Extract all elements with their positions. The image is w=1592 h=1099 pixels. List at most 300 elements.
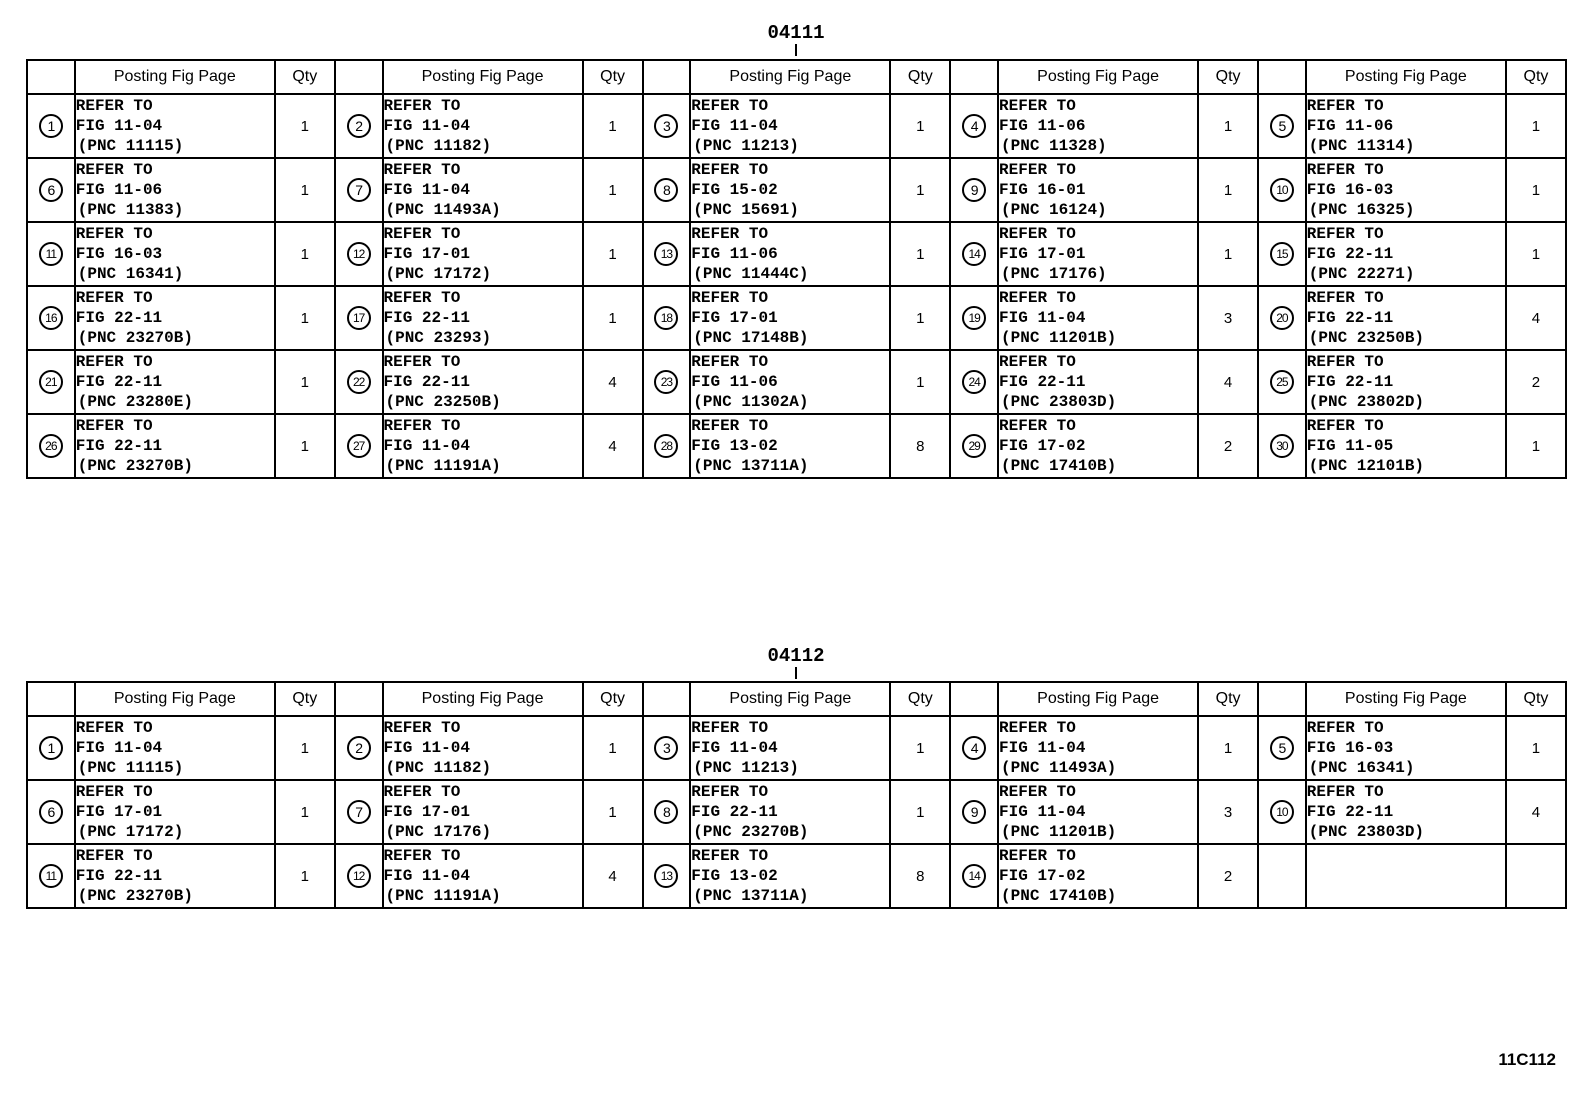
posting-cell	[75, 780, 275, 844]
item-number-badge: 15	[1270, 242, 1294, 266]
pnc-code: (PNC 11191A)	[385, 457, 501, 475]
fig-page: FIG 17-01	[999, 245, 1086, 263]
header-qty: Qty	[275, 60, 335, 94]
fig-page: FIG 17-02	[999, 437, 1086, 455]
item-number-badge: 14	[962, 864, 986, 888]
header-no	[335, 682, 383, 716]
qty-cell: 2	[1506, 350, 1566, 414]
header-posting: Posting Fig Page	[1306, 682, 1506, 716]
item-number-cell	[643, 94, 691, 158]
posting-cell	[75, 158, 275, 222]
fig-page: FIG 17-01	[383, 803, 470, 821]
item-number-cell	[1258, 158, 1306, 222]
qty-cell: 1	[890, 94, 950, 158]
item-number-badge: 12	[347, 242, 371, 266]
pnc-code: (PNC 13711A)	[693, 887, 809, 905]
posting-cell	[1306, 158, 1506, 222]
qty-cell: 1	[890, 716, 950, 780]
fig-page: FIG 22-11	[1306, 245, 1394, 263]
header-posting: Posting Fig Page	[383, 682, 583, 716]
qty-cell: 1	[890, 222, 950, 286]
posting-cell	[1306, 844, 1506, 908]
pnc-code: (PNC 23802D)	[1308, 393, 1425, 411]
item-number-cell	[1258, 844, 1306, 908]
qty-cell: 2	[1198, 414, 1258, 478]
item-number-cell	[27, 780, 75, 844]
fig-page: FIG 11-04	[383, 437, 470, 455]
fig-page: FIG 22-11	[75, 437, 163, 455]
item-number-badge: 4	[962, 114, 986, 138]
posting-cell	[75, 222, 275, 286]
qty-cell: 2	[1198, 844, 1258, 908]
pnc-code: (PNC 11201B)	[1001, 329, 1117, 347]
posting-cell	[75, 286, 275, 350]
header-posting: Posting Fig Page	[383, 60, 583, 94]
qty-cell: 1	[1506, 94, 1566, 158]
refer-to-text: REFER TO	[691, 161, 769, 179]
item-number-badge: 22	[347, 370, 371, 394]
parts-table	[26, 59, 1567, 479]
pnc-code: (PNC 11493A)	[1001, 759, 1117, 777]
refer-to-text: REFER TO	[1306, 719, 1384, 737]
item-number-cell	[27, 414, 75, 478]
fig-page: FIG 22-11	[75, 867, 163, 885]
item-number-badge: 12	[347, 864, 371, 888]
header-no	[335, 60, 383, 94]
posting-cell	[383, 414, 583, 478]
qty-cell: 4	[1506, 780, 1566, 844]
header-qty: Qty	[1506, 682, 1566, 716]
parts-table	[26, 681, 1567, 909]
pnc-code: (PNC 16325)	[1308, 201, 1415, 219]
refer-to-text: REFER TO	[383, 289, 461, 307]
posting-cell	[1306, 94, 1506, 158]
pnc-code: (PNC 11213)	[693, 759, 799, 777]
pnc-code: (PNC 17410B)	[1001, 887, 1117, 905]
refer-to-text: REFER TO	[691, 225, 769, 243]
pnc-code: (PNC 17172)	[77, 823, 184, 841]
item-number-cell	[643, 780, 691, 844]
refer-to-text: REFER TO	[691, 353, 769, 371]
posting-cell	[690, 844, 890, 908]
posting-cell	[998, 158, 1198, 222]
fig-page: FIG 16-01	[999, 181, 1086, 199]
refer-to-text: REFER TO	[999, 719, 1076, 737]
refer-to-text: REFER TO	[75, 417, 153, 435]
item-number-cell	[950, 716, 998, 780]
item-number-cell	[1258, 414, 1306, 478]
header-row	[27, 682, 1566, 716]
item-number-badge: 8	[654, 800, 678, 824]
pnc-code: (PNC 11201B)	[1001, 823, 1117, 841]
qty-cell: 1	[1506, 716, 1566, 780]
item-number-badge: 1	[39, 114, 63, 138]
posting-cell	[383, 844, 583, 908]
header-qty: Qty	[890, 682, 950, 716]
fig-page: FIG 11-04	[75, 117, 163, 135]
fig-page: FIG 13-02	[691, 867, 778, 885]
table-row	[27, 716, 1566, 780]
pnc-code: (PNC 23250B)	[385, 393, 501, 411]
qty-cell: 1	[275, 414, 335, 478]
qty-cell: 1	[275, 94, 335, 158]
posting-cell	[1306, 716, 1506, 780]
refer-to-text: REFER TO	[1306, 161, 1384, 179]
header-qty: Qty	[890, 60, 950, 94]
item-number-badge: 5	[1270, 736, 1294, 760]
qty-cell	[1506, 844, 1566, 908]
title-tick	[795, 667, 797, 679]
refer-to-text: REFER TO	[75, 719, 153, 737]
page-code: 11C112	[1498, 1050, 1556, 1069]
item-number-badge: 13	[654, 242, 678, 266]
refer-to-text: REFER TO	[691, 289, 769, 307]
posting-cell	[75, 94, 275, 158]
posting-cell	[690, 286, 890, 350]
posting-cell	[75, 716, 275, 780]
item-number-cell	[643, 222, 691, 286]
fig-page: FIG 11-04	[383, 739, 470, 757]
posting-cell	[998, 222, 1198, 286]
table-row	[27, 286, 1566, 350]
item-number-cell	[335, 414, 383, 478]
posting-cell	[690, 350, 890, 414]
qty-cell: 1	[890, 780, 950, 844]
posting-cell	[690, 158, 890, 222]
qty-cell: 1	[890, 158, 950, 222]
qty-cell: 8	[890, 844, 950, 908]
table-row	[27, 222, 1566, 286]
fig-page: FIG 11-04	[691, 739, 778, 757]
item-number-cell	[950, 844, 998, 908]
posting-cell	[998, 350, 1198, 414]
qty-cell: 4	[1198, 350, 1258, 414]
item-number-badge: 21	[39, 370, 63, 394]
refer-to-text: REFER TO	[383, 225, 461, 243]
refer-to-text: REFER TO	[75, 97, 153, 115]
posting-cell	[1306, 780, 1506, 844]
item-number-cell	[27, 222, 75, 286]
table-row	[27, 844, 1566, 908]
item-number-badge: 6	[39, 800, 63, 824]
item-number-badge: 25	[1270, 370, 1294, 394]
refer-to-text: REFER TO	[691, 847, 769, 865]
posting-cell	[383, 716, 583, 780]
fig-page: FIG 22-11	[383, 373, 470, 391]
fig-page: FIG 16-03	[75, 245, 163, 263]
item-number-cell	[950, 350, 998, 414]
fig-page: FIG 22-11	[1306, 803, 1394, 821]
item-number-badge: 16	[39, 306, 63, 330]
item-number-cell	[335, 286, 383, 350]
pnc-code: (PNC 11115)	[77, 137, 184, 155]
item-number-cell	[950, 158, 998, 222]
item-number-badge: 23	[654, 370, 678, 394]
posting-cell	[75, 350, 275, 414]
fig-page: FIG 11-04	[691, 117, 778, 135]
fig-page: FIG 22-11	[1306, 373, 1394, 391]
refer-to-text: REFER TO	[999, 225, 1076, 243]
item-number-badge: 28	[654, 434, 678, 458]
refer-to-text: REFER TO	[75, 289, 153, 307]
item-number-badge: 24	[962, 370, 986, 394]
qty-cell: 1	[583, 716, 643, 780]
pnc-code: (PNC 22271)	[1308, 265, 1415, 283]
posting-cell	[383, 286, 583, 350]
item-number-badge: 6	[39, 178, 63, 202]
refer-to-text: REFER TO	[1306, 289, 1384, 307]
qty-cell: 1	[890, 286, 950, 350]
qty-cell: 1	[1506, 158, 1566, 222]
fig-page: FIG 22-11	[999, 373, 1086, 391]
qty-cell: 1	[583, 780, 643, 844]
item-number-badge: 4	[962, 736, 986, 760]
fig-page: FIG 22-11	[1306, 309, 1394, 327]
table-row	[27, 780, 1566, 844]
header-no	[950, 60, 998, 94]
qty-cell: 1	[275, 780, 335, 844]
posting-cell	[383, 158, 583, 222]
pnc-code: (PNC 11383)	[77, 201, 184, 219]
refer-to-text: REFER TO	[383, 719, 461, 737]
item-number-cell	[950, 94, 998, 158]
fig-page: FIG 11-06	[1306, 117, 1394, 135]
posting-cell	[690, 414, 890, 478]
header-posting: Posting Fig Page	[998, 682, 1198, 716]
posting-cell	[998, 716, 1198, 780]
item-number-badge: 5	[1270, 114, 1294, 138]
title-tick	[795, 44, 797, 56]
header-posting: Posting Fig Page	[75, 682, 275, 716]
item-number-cell	[1258, 716, 1306, 780]
fig-page: FIG 13-02	[691, 437, 778, 455]
item-number-cell	[643, 716, 691, 780]
item-number-cell	[335, 94, 383, 158]
item-number-cell	[950, 286, 998, 350]
table-row	[27, 350, 1566, 414]
qty-cell: 1	[275, 222, 335, 286]
qty-cell: 4	[583, 350, 643, 414]
fig-page: FIG 16-03	[1306, 181, 1394, 199]
posting-cell	[383, 222, 583, 286]
item-number-cell	[27, 94, 75, 158]
header-posting: Posting Fig Page	[998, 60, 1198, 94]
refer-to-text: REFER TO	[75, 783, 153, 801]
qty-cell: 1	[583, 222, 643, 286]
refer-to-text: REFER TO	[691, 417, 769, 435]
fig-page: FIG 22-11	[75, 373, 163, 391]
pnc-code: (PNC 11302A)	[693, 393, 809, 411]
table-row	[27, 94, 1566, 158]
qty-cell: 8	[890, 414, 950, 478]
refer-to-text: REFER TO	[383, 97, 461, 115]
qty-cell: 1	[890, 350, 950, 414]
posting-cell	[1306, 414, 1506, 478]
item-number-cell	[27, 844, 75, 908]
refer-to-text: REFER TO	[383, 417, 461, 435]
item-number-badge: 19	[962, 306, 986, 330]
item-number-badge: 9	[962, 178, 986, 202]
posting-cell	[383, 94, 583, 158]
posting-cell	[690, 94, 890, 158]
posting-cell	[690, 780, 890, 844]
pnc-code: (PNC 11182)	[385, 137, 492, 155]
fig-page: FIG 11-04	[999, 739, 1086, 757]
item-number-cell	[27, 286, 75, 350]
item-number-badge: 7	[347, 800, 371, 824]
fig-page: FIG 11-05	[1306, 437, 1394, 455]
posting-cell	[998, 780, 1198, 844]
pnc-code: (PNC 11182)	[385, 759, 492, 777]
refer-to-text: REFER TO	[691, 97, 769, 115]
pnc-code: (PNC 17176)	[1001, 265, 1107, 283]
header-qty: Qty	[275, 682, 335, 716]
item-number-badge: 7	[347, 178, 371, 202]
pnc-code: (PNC 23803D)	[1001, 393, 1117, 411]
qty-cell: 1	[1198, 94, 1258, 158]
posting-cell	[998, 414, 1198, 478]
qty-cell: 1	[583, 94, 643, 158]
item-number-cell	[950, 222, 998, 286]
item-number-cell	[643, 414, 691, 478]
pnc-code: (PNC 11314)	[1308, 137, 1415, 155]
refer-to-text: REFER TO	[1306, 225, 1384, 243]
pnc-code: (PNC 12101B)	[1308, 457, 1425, 475]
header-no	[1258, 682, 1306, 716]
item-number-badge: 20	[1270, 306, 1294, 330]
fig-page: FIG 22-11	[383, 309, 470, 327]
header-qty: Qty	[1198, 682, 1258, 716]
item-number-cell	[950, 780, 998, 844]
item-number-badge: 11	[39, 242, 63, 266]
fig-page: FIG 11-04	[383, 117, 470, 135]
group-title	[0, 645, 1592, 679]
item-number-cell	[643, 844, 691, 908]
posting-cell	[1306, 222, 1506, 286]
fig-page: FIG 17-01	[383, 245, 470, 263]
group-code: 04111	[767, 22, 825, 44]
refer-to-text: REFER TO	[999, 847, 1076, 865]
pnc-code: (PNC 17172)	[385, 265, 492, 283]
header-qty: Qty	[583, 60, 643, 94]
item-number-badge: 14	[962, 242, 986, 266]
item-number-badge: 27	[347, 434, 371, 458]
qty-cell: 3	[1198, 286, 1258, 350]
item-number-cell	[335, 780, 383, 844]
fig-page: FIG 11-04	[383, 181, 470, 199]
item-number-cell	[27, 716, 75, 780]
item-number-badge: 2	[347, 114, 371, 138]
pnc-code: (PNC 11191A)	[385, 887, 501, 905]
qty-cell: 1	[1198, 716, 1258, 780]
refer-to-text: REFER TO	[999, 783, 1076, 801]
refer-to-text: REFER TO	[999, 161, 1076, 179]
pnc-code: (PNC 23270B)	[77, 457, 193, 475]
posting-cell	[383, 350, 583, 414]
header-row	[27, 60, 1566, 94]
item-number-cell	[335, 844, 383, 908]
header-no	[1258, 60, 1306, 94]
item-number-cell	[335, 716, 383, 780]
pnc-code: (PNC 23293)	[385, 329, 492, 347]
item-number-cell	[1258, 222, 1306, 286]
pnc-code: (PNC 23250B)	[1308, 329, 1425, 347]
item-number-badge: 10	[1270, 178, 1294, 202]
item-number-cell	[643, 158, 691, 222]
refer-to-text: REFER TO	[1306, 783, 1384, 801]
item-number-badge: 9	[962, 800, 986, 824]
header-posting: Posting Fig Page	[75, 60, 275, 94]
item-number-cell	[27, 350, 75, 414]
header-no	[27, 682, 75, 716]
refer-to-text: REFER TO	[1306, 97, 1384, 115]
pnc-code: (PNC 16341)	[1308, 759, 1415, 777]
refer-to-text: REFER TO	[383, 847, 461, 865]
item-number-badge: 17	[347, 306, 371, 330]
refer-to-text: REFER TO	[691, 719, 769, 737]
item-number-badge: 18	[654, 306, 678, 330]
posting-cell	[1306, 286, 1506, 350]
item-number-badge: 29	[962, 434, 986, 458]
refer-to-text: REFER TO	[75, 161, 153, 179]
posting-cell	[690, 716, 890, 780]
pnc-code: (PNC 17410B)	[1001, 457, 1117, 475]
qty-cell: 1	[583, 158, 643, 222]
pnc-code: (PNC 23270B)	[693, 823, 809, 841]
refer-to-text: REFER TO	[999, 97, 1076, 115]
fig-page: FIG 11-06	[691, 373, 778, 391]
refer-to-text: REFER TO	[383, 161, 461, 179]
fig-page: FIG 11-04	[75, 739, 163, 757]
pnc-code: (PNC 17148B)	[693, 329, 809, 347]
fig-page: FIG 11-06	[999, 117, 1086, 135]
refer-to-text: REFER TO	[999, 353, 1076, 371]
qty-cell: 1	[275, 350, 335, 414]
item-number-cell	[1258, 286, 1306, 350]
refer-to-text: REFER TO	[383, 783, 461, 801]
qty-cell: 3	[1198, 780, 1258, 844]
posting-cell	[690, 222, 890, 286]
pnc-code: (PNC 23280E)	[77, 393, 193, 411]
pnc-code: (PNC 11444C)	[693, 265, 809, 283]
fig-page: FIG 15-02	[691, 181, 778, 199]
fig-page: FIG 16-03	[1306, 739, 1394, 757]
item-number-cell	[335, 222, 383, 286]
qty-cell: 1	[275, 286, 335, 350]
item-number-badge: 30	[1270, 434, 1294, 458]
pnc-code: (PNC 15691)	[693, 201, 799, 219]
item-number-cell	[1258, 780, 1306, 844]
posting-cell	[998, 844, 1198, 908]
header-qty: Qty	[1506, 60, 1566, 94]
qty-cell: 1	[1198, 158, 1258, 222]
header-no	[950, 682, 998, 716]
header-posting: Posting Fig Page	[690, 682, 890, 716]
fig-page: FIG 17-01	[691, 309, 778, 327]
pnc-code: (PNC 11328)	[1001, 137, 1107, 155]
fig-page: FIG 22-11	[75, 309, 163, 327]
header-qty: Qty	[1198, 60, 1258, 94]
posting-cell	[1306, 350, 1506, 414]
qty-cell: 4	[1506, 286, 1566, 350]
fig-page: FIG 11-04	[999, 309, 1086, 327]
fig-page: FIG 11-06	[691, 245, 778, 263]
item-number-cell	[335, 350, 383, 414]
item-number-badge: 13	[654, 864, 678, 888]
fig-page: FIG 11-04	[383, 867, 470, 885]
header-qty: Qty	[583, 682, 643, 716]
item-number-cell	[335, 158, 383, 222]
